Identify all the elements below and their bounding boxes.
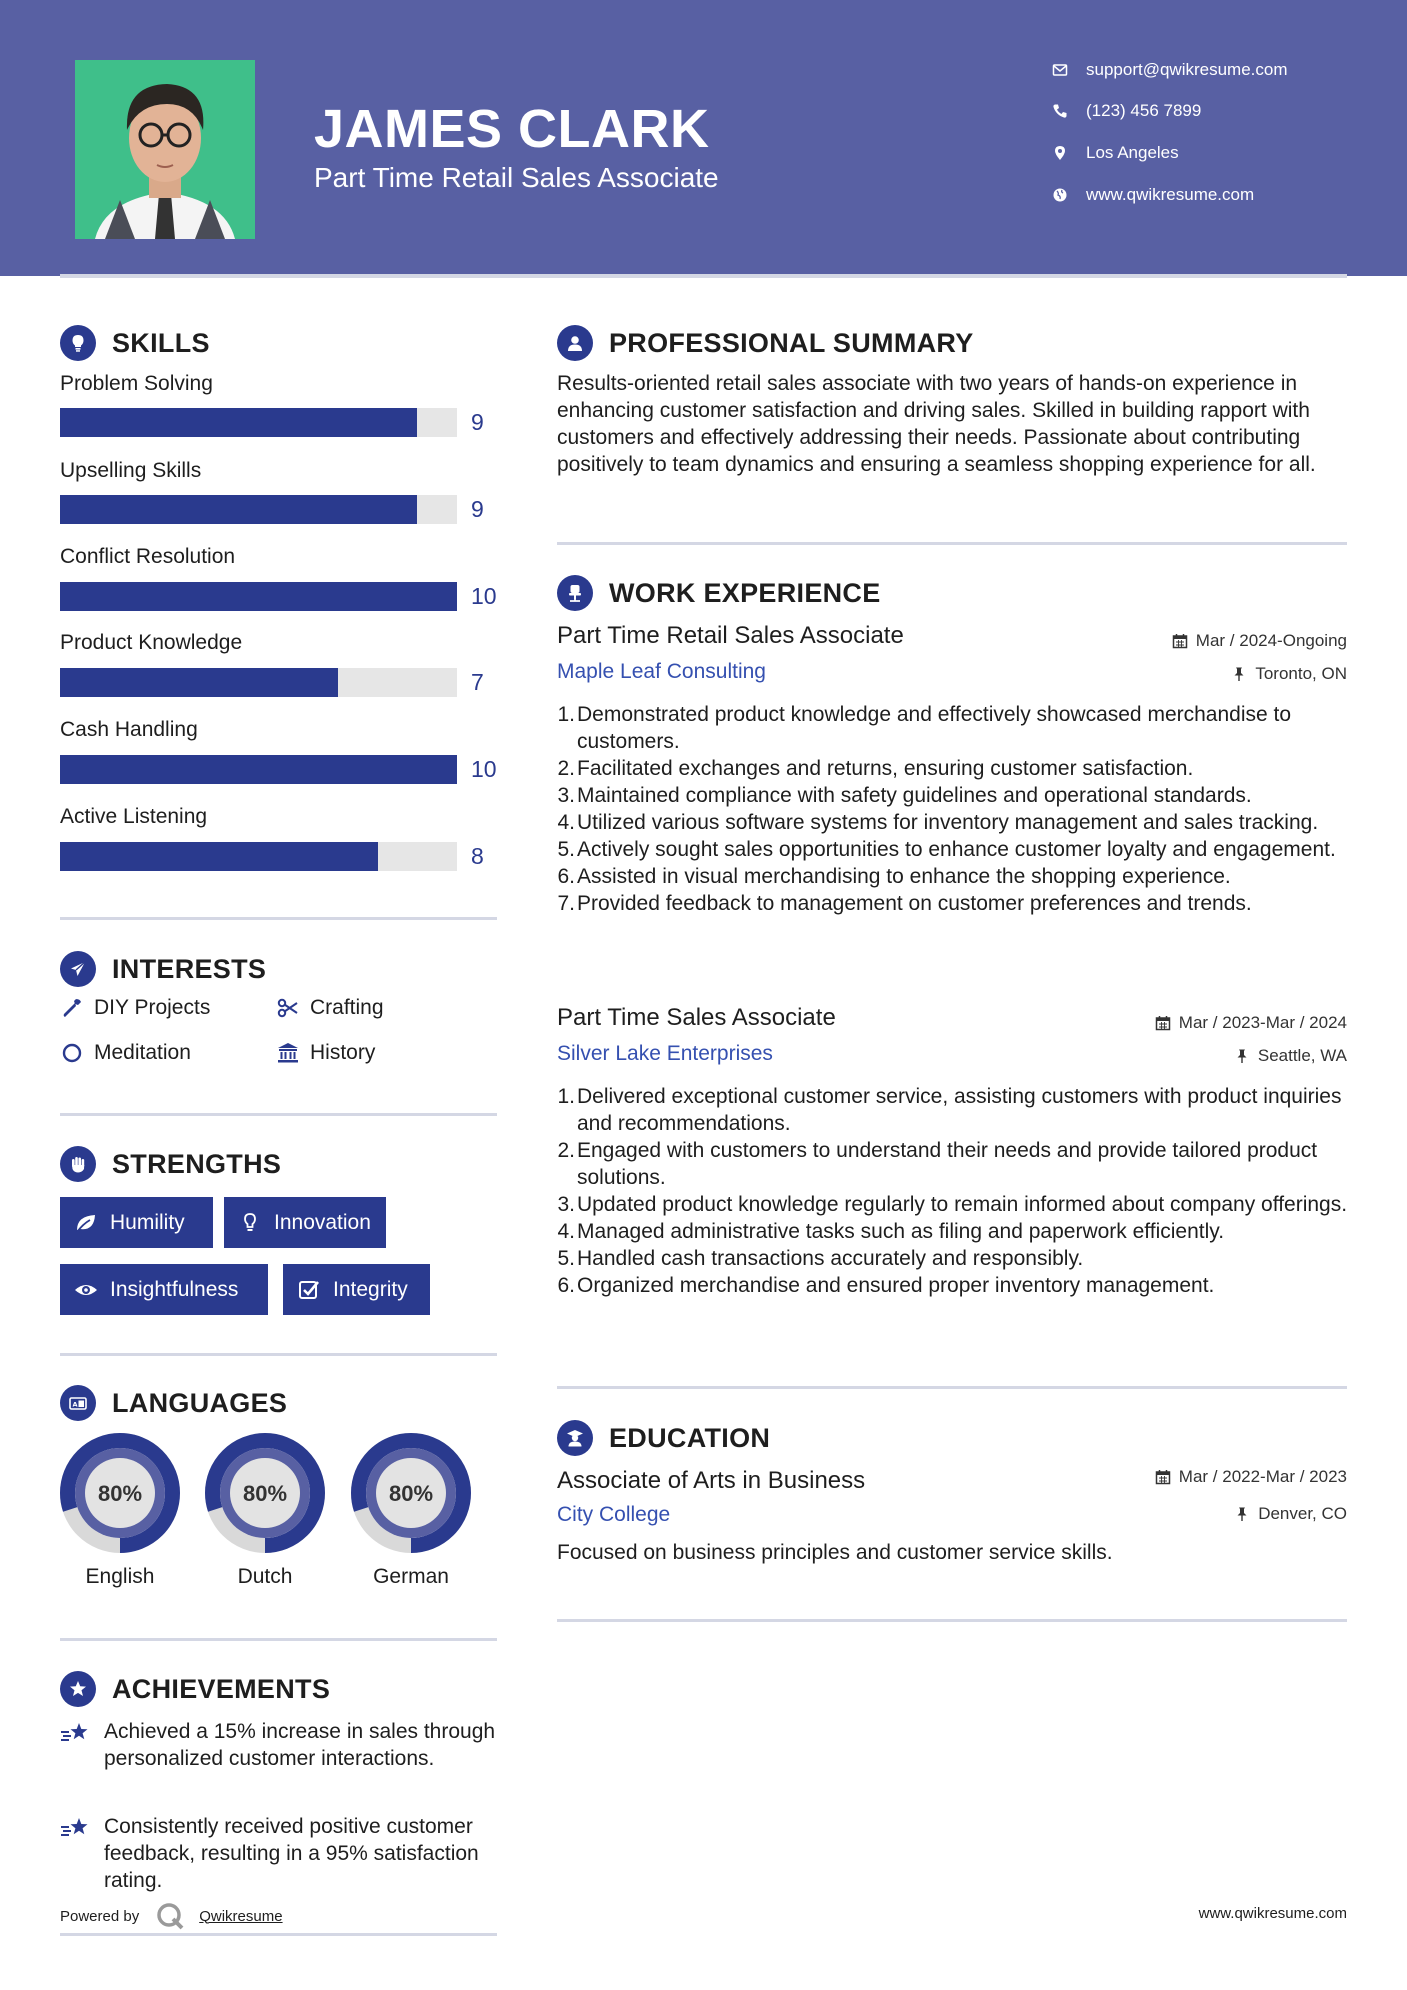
list-item: 4. Managed administrative tasks such as filing and paperwork efficiently. <box>557 1220 1225 1243</box>
language-percent: 80% <box>242 1481 288 1506</box>
leaf-icon <box>74 1211 98 1235</box>
qwikresume-logo-icon <box>155 1901 185 1931</box>
office-chair-icon <box>557 575 593 611</box>
list-item: 5. Actively sought sales opportunities to enhance customer loyalty and engagement. <box>557 838 1336 861</box>
job-location-text: Seattle, WA <box>1257 1046 1347 1065</box>
education-description: Focused on business principles and customer service skills. <box>557 1541 1113 1564</box>
contact-location-text: Los Angeles <box>1086 143 1179 162</box>
strength-label: Integrity <box>333 1277 408 1301</box>
achievement-item <box>60 1718 500 1772</box>
shooting-star-icon <box>60 1720 92 1750</box>
education-location <box>1234 1504 1347 1524</box>
experience-heading <box>557 573 881 613</box>
pushpin-icon <box>1234 1048 1250 1064</box>
job-location <box>1231 664 1347 684</box>
interests-heading <box>60 949 266 989</box>
skill-bar <box>60 668 457 697</box>
section-divider <box>60 1113 497 1116</box>
list-item: 3. Maintained compliance with safety guidelines and operational standards. <box>557 784 1252 807</box>
qwikresume-link[interactable]: Qwikresume <box>199 1907 283 1925</box>
wrench-icon <box>60 996 84 1020</box>
interest-item <box>60 996 210 1020</box>
powered-by-label: Powered by <box>60 1907 140 1925</box>
envelope-icon <box>1050 60 1070 80</box>
section-divider <box>60 1353 497 1356</box>
map-pin-icon <box>1050 143 1070 163</box>
eye-icon <box>74 1278 98 1302</box>
language-percent: 80% <box>388 1481 434 1506</box>
education-location-text: Denver, CO <box>1258 1504 1347 1523</box>
skill-level: 10 <box>471 583 497 609</box>
list-item: 6. Organized merchandise and ensured proper inventory management. <box>557 1274 1215 1297</box>
profile-photo <box>75 60 255 239</box>
job-date-text: Mar / 2023-Mar / 2024 <box>1178 1013 1347 1032</box>
interest-item <box>60 1041 191 1065</box>
list-item: 6. Assisted in visual merchandising to enhance the shopping experience. <box>557 865 1231 888</box>
skill-bar-fill <box>60 842 378 871</box>
globe-icon <box>1050 185 1070 205</box>
language-name: German <box>373 1565 449 1588</box>
institution-icon <box>276 1041 300 1065</box>
skill-level: 8 <box>471 843 484 869</box>
list-item: 4. Utilized various software systems for inventory management and sales tracking. <box>557 811 1319 834</box>
section-divider <box>557 1619 1347 1622</box>
svg-text:A: A <box>72 1400 78 1409</box>
lightbulb-icon <box>238 1211 262 1235</box>
lightbulb-icon <box>60 325 96 361</box>
interest-item <box>276 996 384 1020</box>
achievements-heading <box>60 1669 330 1709</box>
contact-website-text: www.qwikresume.com <box>1086 185 1255 204</box>
section-divider <box>60 917 497 920</box>
skill-bar-fill <box>60 755 457 784</box>
calendar-icon <box>1172 633 1188 649</box>
skill-level: 9 <box>471 409 484 435</box>
contact-location <box>1050 141 1179 165</box>
contact-email-text: support@qwikresume.com <box>1086 60 1288 79</box>
star-badge-icon <box>60 1671 96 1707</box>
strength-label: Humility <box>110 1210 185 1234</box>
job-location-text: Toronto, ON <box>1255 664 1347 683</box>
achievement-text: Consistently received positive customer feedback, resulting in a 95% satisfaction rating. <box>104 1815 479 1892</box>
experience-title: WORK EXPERIENCE <box>609 577 881 608</box>
contact-phone[interactable] <box>1050 99 1201 123</box>
skill-level: 10 <box>471 756 497 782</box>
job-title: Part Time Sales Associate <box>557 1004 836 1031</box>
job-responsibilities <box>557 1083 1357 1299</box>
header-divider <box>60 274 1347 278</box>
company-name: Silver Lake Enterprises <box>557 1042 773 1065</box>
list-item: 7. Provided feedback to management on customer preferences and trends. <box>557 892 1252 915</box>
interest-label: History <box>310 1041 376 1064</box>
skill-name: Problem Solving <box>60 372 213 395</box>
education-date <box>1155 1467 1347 1487</box>
language-icon <box>60 1385 96 1421</box>
calendar-icon <box>1155 1469 1171 1485</box>
skill-bar <box>60 495 457 524</box>
calendar-icon <box>1155 1015 1171 1031</box>
degree-title: Associate of Arts in Business <box>557 1467 866 1494</box>
job-location <box>1234 1046 1347 1066</box>
skill-name: Conflict Resolution <box>60 545 236 568</box>
interest-item <box>276 1041 375 1065</box>
graduate-icon <box>557 1420 593 1456</box>
footer-url[interactable]: www.qwikresume.com <box>1198 1905 1347 1922</box>
skill-bar <box>60 842 457 871</box>
interest-label: DIY Projects <box>94 996 211 1019</box>
summary-title: PROFESSIONAL SUMMARY <box>609 327 974 358</box>
check-square-icon <box>297 1278 321 1302</box>
pushpin-icon <box>1234 1506 1250 1522</box>
section-divider <box>60 1638 497 1641</box>
job-date <box>1172 631 1347 651</box>
interest-label: Meditation <box>94 1041 191 1064</box>
skill-bar <box>60 582 457 611</box>
summary-heading <box>557 323 974 363</box>
hand-icon <box>60 1146 96 1182</box>
section-divider <box>557 1386 1347 1389</box>
interests-title: INTERESTS <box>112 953 267 984</box>
strengths-heading <box>60 1144 281 1184</box>
strength-badge <box>60 1197 213 1248</box>
skill-name: Product Knowledge <box>60 631 243 654</box>
section-divider <box>60 1933 497 1936</box>
shooting-star-icon <box>60 1815 92 1845</box>
pushpin-icon <box>1231 666 1247 682</box>
list-item: 2. Facilitated exchanges and returns, ensuring customer satisfaction. <box>557 757 1194 780</box>
education-title: EDUCATION <box>609 1422 771 1453</box>
skill-name: Cash Handling <box>60 718 198 741</box>
phone-icon <box>1050 101 1070 121</box>
skill-bar-fill <box>60 668 338 697</box>
scissors-icon <box>276 996 300 1020</box>
interest-label: Crafting <box>310 996 384 1019</box>
job-responsibilities <box>557 701 1357 917</box>
job-title: Part Time Retail Sales Associate <box>557 622 904 649</box>
list-item: 1. Demonstrated product knowledge and effectively showcased merchandise to customers. <box>557 703 1292 753</box>
circle-icon <box>60 1041 84 1065</box>
language-name: English <box>85 1565 155 1588</box>
skill-bar <box>60 755 457 784</box>
strength-label: Insightfulness <box>110 1277 239 1301</box>
school-name: City College <box>557 1503 671 1526</box>
strengths-title: STRENGTHS <box>112 1148 282 1179</box>
skill-name: Upselling Skills <box>60 459 202 482</box>
skill-bar-fill <box>60 582 457 611</box>
achievement-text: Achieved a 15% increase in sales through personalized customer interactions. <box>104 1720 496 1770</box>
strength-badge <box>224 1197 386 1248</box>
languages-title: LANGUAGES <box>112 1387 288 1418</box>
resume-header <box>0 0 1407 276</box>
skill-level: 7 <box>471 669 484 695</box>
contact-phone-text: (123) 456 7899 <box>1086 101 1202 120</box>
list-item: 2. Engaged with customers to understand their needs and provide tailored product solutions. <box>557 1139 1318 1189</box>
summary-text: Results-oriented retail sales associate with two years of hands-on experience in enhancing customer satisfaction and driving sales. Skilled in building rapport with customers and effectively addressing their needs. Passionate about contributing positively to team dynamics and ensuring a seamless shopping experience for all. <box>557 372 1316 476</box>
languages-heading <box>60 1383 287 1423</box>
candidate-name: JAMES CLARK <box>314 99 710 159</box>
skill-name: Active Listening <box>60 805 208 828</box>
skills-title: SKILLS <box>112 327 210 358</box>
language-percent: 80% <box>97 1481 143 1506</box>
candidate-title: Part Time Retail Sales Associate <box>314 162 719 193</box>
skill-level: 9 <box>471 496 484 522</box>
contact-email[interactable] <box>1050 58 1288 82</box>
skills-heading <box>60 323 210 363</box>
skill-bar <box>60 408 457 437</box>
company-name: Maple Leaf Consulting <box>557 660 766 683</box>
powered-by <box>60 1901 283 1931</box>
section-divider <box>557 542 1347 545</box>
strength-badge <box>283 1264 430 1315</box>
job-date-text: Mar / 2024-Ongoing <box>1195 631 1347 650</box>
language-ring <box>350 1432 472 1554</box>
skill-bar-fill <box>60 495 417 524</box>
education-date-text: Mar / 2022-Mar / 2023 <box>1178 1467 1347 1486</box>
list-item: 1. Delivered exceptional customer service, assisting customers with product inquiries and recommendations. <box>557 1085 1342 1135</box>
language-ring <box>59 1432 181 1554</box>
strength-label: Innovation <box>274 1210 371 1234</box>
skill-bar-fill <box>60 408 417 437</box>
achievements-title: ACHIEVEMENTS <box>112 1673 331 1704</box>
language-ring <box>204 1432 326 1554</box>
list-item: 5. Handled cash transactions accurately and responsibly. <box>557 1247 1084 1270</box>
contact-website[interactable] <box>1050 183 1254 207</box>
job-date <box>1155 1013 1347 1033</box>
paper-plane-icon <box>60 951 96 987</box>
user-icon <box>557 325 593 361</box>
language-name: Dutch <box>237 1565 293 1588</box>
list-item: 3. Updated product knowledge regularly to remain informed about company offerings. <box>557 1193 1348 1216</box>
achievement-item <box>60 1813 500 1894</box>
education-heading <box>557 1418 770 1458</box>
strength-badge <box>60 1264 268 1315</box>
